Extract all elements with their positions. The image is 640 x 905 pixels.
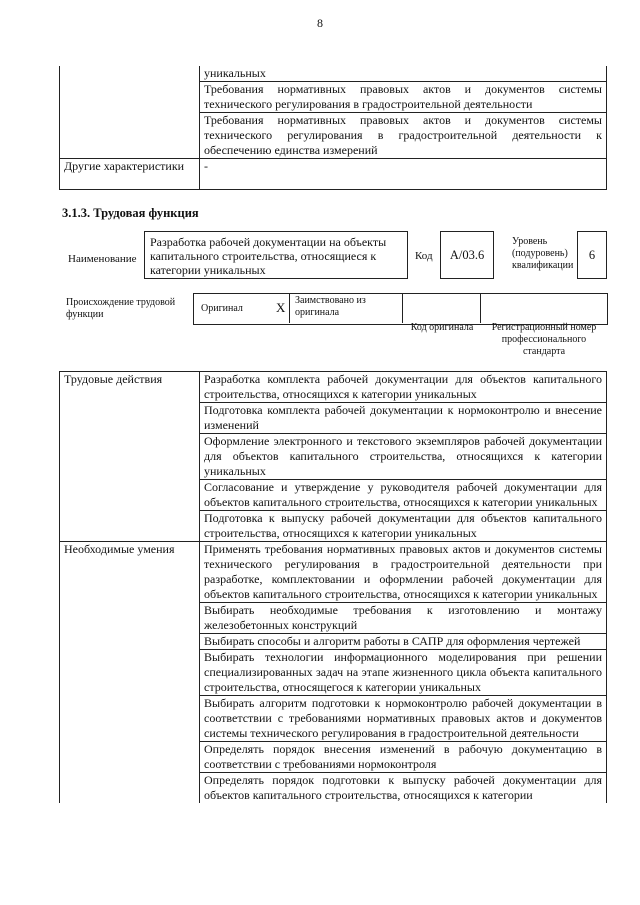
original-label: Оригинал — [201, 303, 243, 314]
table-cell: Определять порядок подготовки к выпуску рабочей документации для объектов капитального строительства, относящихся к категории — [200, 773, 607, 804]
table-cell: Выбирать технологии информационного моделирования при решении специализированных задач на этапе жизненного цикла объекта капитального строительства, относящегося к категории уникальных — [200, 650, 607, 696]
labor-functions-table — [59, 371, 607, 803]
table-cell: Согласование и утверждение у руководителя рабочей документации для объектов капитального строительства, относящихся к категории уникальных — [200, 480, 607, 511]
required-skills-label: Необходимые умения — [60, 542, 200, 804]
table-cell: Определять порядок внесения изменений в рабочую документацию в соответствии с требованиями нормоконтроля — [200, 742, 607, 773]
origin-box — [193, 293, 608, 325]
divider — [289, 293, 290, 323]
level-value: 6 — [577, 231, 607, 279]
name-box — [144, 231, 408, 279]
characteristics-table — [59, 66, 607, 190]
divider — [402, 293, 403, 323]
table-cell: уникальных — [200, 66, 607, 82]
divider — [480, 293, 481, 323]
table-cell: Требования нормативных правовых актов и документов системы технического регулирования в градостроительной деятельности к обеспечению единства измерений — [200, 113, 607, 159]
code-label: Код — [415, 250, 433, 262]
table-row — [60, 372, 607, 403]
page-number: 8 — [317, 16, 323, 30]
table-cell: Требования нормативных правовых актов и документов системы технического регулирования в градостроительной деятельности — [200, 82, 607, 113]
table-cell: Оформление электронного и текстового экземпляров рабочей документации для объектов капитального строительства, относящихся к категории уникальных — [200, 434, 607, 480]
borrowed-label: Заимствовано из оригинала — [295, 295, 366, 318]
labor-actions-label: Трудовые действия — [60, 372, 200, 542]
original-mark: X — [276, 300, 286, 315]
section-heading: 3.1.3. Трудовая функция — [62, 206, 199, 220]
name-label: Наименование — [68, 253, 137, 265]
table-row — [60, 542, 607, 603]
table-cell: Выбирать необходимые требования к изготовлению и монтажу железобетонных конструкций — [200, 603, 607, 634]
function-name: Разработка рабочей документации на объекты капитального строительства, относящиеся к категории уникальных — [150, 235, 387, 277]
table-cell: Подготовка комплекта рабочей документации к нормоконтролю и внесение изменений — [200, 403, 607, 434]
table-cell: Применять требования нормативных правовых актов и документов системы технического регулирования в градостроительной деятельности при разработке, комплектовании и оформлении рабочей документации для объектов капитального строительства, относящихся к категории уникальных — [200, 542, 607, 603]
origin-label: Происхождение трудовой функции — [66, 297, 176, 320]
table-cell: Разработка комплекта рабочей документации для объектов капитального строительства, относящихся к категории уникальных — [200, 372, 607, 403]
table-row — [60, 159, 607, 190]
table-cell: Выбирать алгоритм подготовки к нормоконтролю рабочей документации в соответствии с требованиями нормативных правовых актов и документов системы технического регулирования в градостроительной деятельности — [200, 696, 607, 742]
table-cell: Подготовка к выпуску рабочей документации для объектов капитального строительства, относящихся к категории уникальных — [200, 511, 607, 542]
code-value: A/03.6 — [440, 231, 494, 279]
registration-caption: Регистрационный номер профессионального стандарта — [491, 322, 597, 357]
code-caption: Код оригинала — [410, 322, 474, 333]
table-cell: Выбирать способы и алгоритм работы в САПР для оформления чертежей — [200, 634, 607, 650]
level-label: Уровень (подуровень) квалификации — [512, 236, 574, 271]
table-cell: - — [200, 159, 607, 190]
table-label-cell — [60, 66, 200, 159]
other-characteristics-label: Другие характеристики — [60, 159, 200, 190]
table-row — [60, 66, 607, 82]
